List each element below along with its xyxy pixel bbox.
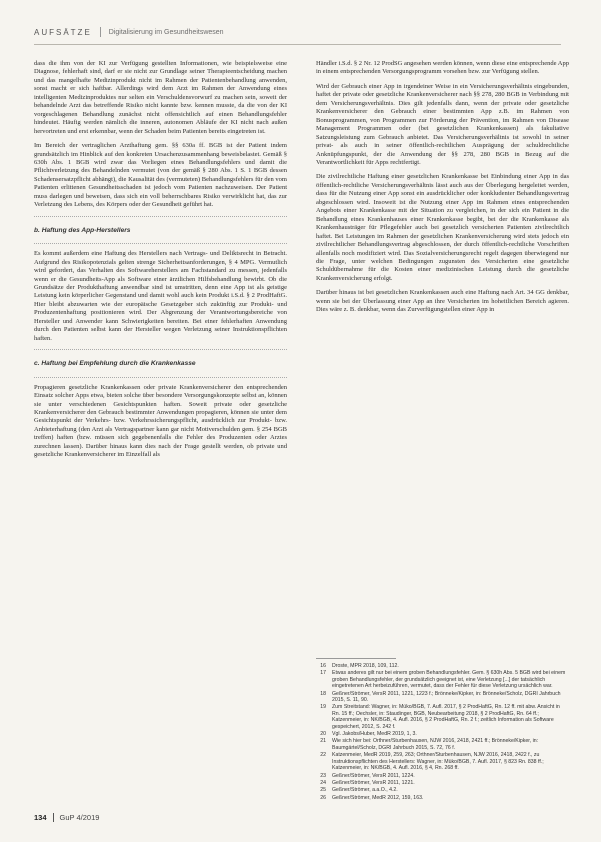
- paragraph: Darüber hinaus ist bei gesetzlichen Krankenkassen auch eine Haftung nach Art. 34 GG denkbar, wenn sie bei der Überlassung einer App an ihre Versicherten im hoheitlichen Bereich agieren. Dies wäre z. B. denkbar, wenn das Zurverfügungstellen einer App in: [316, 289, 569, 314]
- paragraph: dass die ihm von der KI zur Verfügung gestellten Informationen, wie beispielsweise eine Diagnose, fehlerhaft sind, darf er sie nicht zur Grundlage seiner Therapieentscheidung machen und das mangelhafte Medizinprodukt nicht im Rahmen der Patientenbehandlung anwenden, sonst macht er sich haftbar. Allerdings wird dem Arzt im Rahmen der Anwendung eines intelligenten Medizinproduktes nur selten ein Verschuldensvorwurf zu machen sein, soweit der behandelnde Arzt das betreffende Risiko nicht kannte bzw. kennen musste, da die von der KI vorgeschlagenen Behandlung zunächst nicht offensichtlich auf einen Behandlungsfehler hindeutet. Häufig werden nämlich die inneren, autonomen Abläufe der KI nicht nach außen hervortreten und erst erkennbar, wenn der Schaden beim Patienten bereits eingetreten ist.: [34, 60, 287, 135]
- footnote: 25 Geßner/Strömer, a.a.O., 4.2.: [320, 787, 398, 794]
- header-title: Digitalisierung im Gesundheitswesen: [108, 28, 224, 36]
- paragraph: Propagieren gesetzliche Krankenkassen oder private Krankenversicherer den entsprechenden Einsatz solcher Apps etwa, bieten solche über besondere Versorgungskonzepte selbst an, können sie unter verschiedenen Gesichtspunkten haften. Soweit private oder gesetzliche Krankenversicherer den Gebrauch bestimmter Anwendungen propagieren, können sie unter dem Gesichtspunkt der Verkehrs- bzw. Verkehrssicherungspflicht, ausdrücklich zur Produkt- bzw. Anbieterhaftung (den Arzt als Vertragspartner kann gar nicht Motiverschulden gem. § 254 BGB treffen) haften (bzw. müssen sich gegebenenfalls die Fehler des Produzenten oder Arztes zurechnen lassen). Darüber hinaus kann dies nach der Frage gestellt werden, ob private und gesetzliche Krankenversicherer im Einzelfall als: [34, 383, 287, 459]
- divider: [34, 216, 287, 217]
- section-heading: b. Haftung des App-Herstellers: [34, 226, 131, 234]
- paragraph: Wird der Gebrauch einer App in irgendeiner Weise in ein Versicherungsverhältnis eingebunden, haftet der private oder gesetzliche Krankenversicherer nach §§ 278, 280 BGB in Verbindung mit dem Versicherungsverhältnis. Dies gilt jedenfalls dann, wenn der private oder gesetzliche Krankenversicherer den Gebrauch einer bestimmten App z.B. im Rahmen von Bonusprogrammen, von Programmen zur Förderung der Prävention, im Rahmen von Disease Management Programmen oder (bei gesetzlichen Krankenkassen) als fakultative Satzungsleistung zum Gebrauch anbietet. Das Versicherungsverhältnis ist sowohl in seiner privat- als auch in seiner öffentlich-rechtlichen Ausprägung der schuldrechtliche Anknüpfungspunkt, der die Anwendung der §§ 278, 280 BGB in Bezug auf die Verantwortlichkeit für Apps rechtfertigt.: [316, 82, 569, 166]
- footnote: 16 Droste, MPR 2018, 109, 112.: [320, 663, 399, 669]
- footnote: 26 Geßner/Strömer, MedR 2012, 159, 163.: [320, 794, 424, 801]
- footnotes: [316, 658, 569, 802]
- page-footer: [34, 813, 99, 822]
- page-number: 134: [34, 813, 47, 822]
- divider: [34, 377, 287, 378]
- section-label: AUFSÄTZE: [34, 27, 92, 37]
- left-column: [34, 60, 287, 466]
- paragraph: Die zivilrechtliche Haftung einer gesetzlichen Krankenkasse bei Einbindung einer App in das öffentlich-rechtliche Versicherungsverhältnis lässt auch aus der Überlegung hergeleitet werden, dass für die Nutzung einer App sonst ein ausdrücklicher oder konkludenter Behandlungsvertrag abgeschlossen wird. Insoweit ist die Nutzung einer App im Rahmen eines entsprechenden Angebots einer Krankenkasse mit der Situation zu vergleichen, in der sich ein Patient in die Behandlung eines Krankenhauses einer Krankenkasse begibt, bei der die Krankenkasse als Krankenhausträger für Pflegefehler auch bei gesetzlich versicherten Patienten zivilrechtlich haftet. Bei Leistungen im Rahmen der gesetzlichen Krankenversicherung wird stets jedoch ein zivilrechtlicher Behandlungsvertrag abgeschlossen, der durch öffentlich-rechtliche Vorschriften allenfalls noch modifiziert wird. Das Sozialversicherungsrecht regelt dagegen überwiegend nur die Frage, unter welchen Bedingungen zugunsten des Versicherten eine gesetzliche Schuldübernahme für die Kosten einer medizinischen Leistung durch die gesetzliche Krankenversicherung erfolgt.: [316, 173, 569, 282]
- divider: [34, 349, 287, 350]
- footnote: 22 Katzenmeier, MedR 2019, 259, 263; Orthner/Sturbenhausen, NJW 2016, 2418, 2422 f., zu Instruktionspflichten des Herstellers: Wagner, in: Müko/BGB, 7. Aufl. 2017, § 823 Rn. 838 ff.; Katzenmeier, in: NK/BGB, 4. Aufl. 2016, § 4, Rn. 268 ff.: [320, 752, 544, 772]
- section-heading: c. Haftung bei Empfehlung durch die Krankenkasse: [34, 360, 196, 368]
- header-rule: [34, 44, 561, 45]
- paragraph: Händler i.S.d. § 2 Nr. 12 ProdSG angesehen werden können, wenn diese eine entsprechende App in einem entsprechenden Versorgungsprogramm vorsehen bzw. zur Verfügung stellen.: [316, 60, 569, 76]
- footer-separator: [53, 813, 54, 822]
- divider: [34, 243, 287, 244]
- journal-issue: GuP 4/2019: [59, 813, 100, 822]
- footnote: 21 Wie sich hier bei: Orthner/Sturbenhausen, NJW 2016, 2418, 2421 ff.; Brönneke/Kipker, in: Baumgärtel/Scholz, DGRI Jahrbuch 2015, S. 72, 76 f.: [320, 738, 539, 751]
- running-header: [34, 24, 561, 40]
- header-separator: [100, 27, 101, 37]
- paragraph: Im Bereich der vertraglichen Arzthaftung gem. §§ 630a ff. BGB ist der Patient indem grundsätzlich im Hinblick auf den konkreten Ursachenzusammenhang beweisbelastet. Gemäß § 630h Abs. 1 BGB wird zwar das Vorliegen eines Behandlungsfehlers und damit die Pflichtverletzung des Behandelnden vermutet (von der gemäß § 280 Abs. 1 S. 1 BGB dessen Schadensersatzpflicht abhängt), die Kausalität des (vermuteten) Behandlungsfehlers für den vom Patienten erlittenen Gesundheitsschaden ist jedoch vom Patienten nachzuweisen. Der Patient muss darlegen und beweisen, dass sich ein voll beherrschbares Risiko verwirklicht hat, das zur Verletzung des Lebens, des Körpers oder der Gesundheit geführt hat.: [34, 142, 287, 209]
- footnote: 18 Geßner/Strömer, VersR 2011, 1221, 1223 f.; Brönneke/Kipker, in: Brönneke/Scholz, DGRI Jahrbuch 2015, S. 11, 90.: [320, 690, 561, 704]
- paragraph: Es kommt außerdem eine Haftung des Herstellers nach Vertrags- und Deliktsrecht in Betracht. Aufgrund des Risikopotenzials gelten strenge Sicherheitsanforderungen, § 4 MPG. Vermutlich wird gefordert, das Verhalten des Softwareherstellers am Fachstandard zu messen, jedenfalls wenn er die Gesundheits-App als Software einer ärztlichen Hilfsbehandlung bewirbt. Ob die Grundsätze der Produkthaftung anwendbar sind ist umstritten, denn eine App ist als geistige Leistung kein körperlicher Gegenstand und damit wohl auch kein Produkt i.S.d. § 2 ProdHaftG. Hier bleibt abzuwarten wie der europäische Gesetzgeber sich zukünftig zur Produkt- und Produzentenhaftung positionieren wird. Der Abgrenzung der Verantwortungsbereiche von Hersteller und Anwender kann Schwierigkeiten bereiten. Bei einer fehlerhaften Anwendung durch den Patienten selbst kann der Hersteller wegen Verletzung seiner Instruktionspflichten haften.: [34, 250, 287, 342]
- footnote: 24 Geßner/Strömer, VersR 2011, 1221.: [320, 779, 415, 786]
- right-column: [316, 60, 569, 321]
- footnote: 23 Geßner/Strömer, VersR 2011, 1224.: [320, 772, 415, 779]
- footnote: 20 Vgl. Jakobs/Huber, MedR 2019, 1, 3.: [320, 731, 417, 738]
- footnote: 17 Etwas anderes gilt nur bei einem groben Behandlungsfehler. Gem. § 630h Abs. 5 BGB wird bei einem groben Behandlungsfehler, der grundsätzlich geeignet ist, eine Verletzung [...] der tatsächlich eingetretenen Art herbeizuführen, vermutet, dass der Fehler für diese Verletzung ursächlich war.: [320, 670, 566, 690]
- footnote: 19 Zum Streitstand: Wagner, in: Müko/BGB, 7. Aufl. 2017, § 2 ProdHaftG, Rn. 12 ff. mit abw. Ansicht in Rn. 15 ff.; Oechsler, in: Staudinger, BGB, Neubearbeitung 2018, § 2 ProdHaftG, Rn. 64 ff.; Katzenmeier, in: NK/BGB, 4. Aufl. 2016, § 2 ProdHaftG, Rn. 2 f.; zeitlich Information als Software gespeichert, 2012, S. 242 f.: [320, 704, 560, 730]
- footnote-rule: [316, 658, 396, 659]
